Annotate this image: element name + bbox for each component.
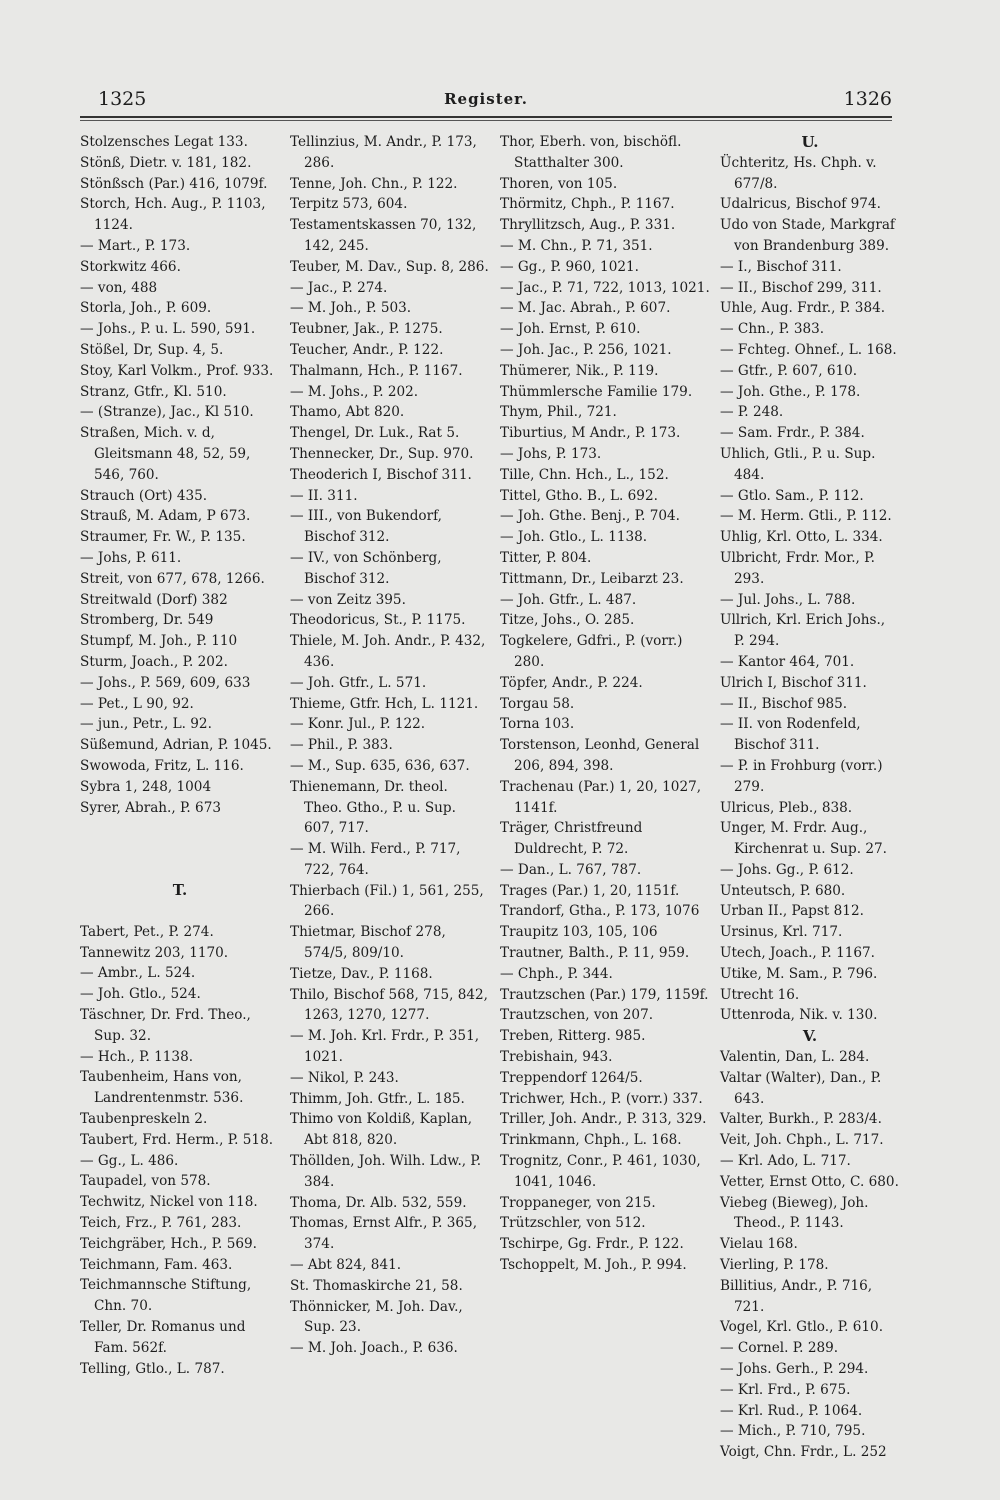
index-entry: Straßen, Mich. v. d, Gleitsmann 48, 52, 59, 546, 760. [80, 425, 251, 483]
index-entry: — M., Sup. 635, 636, 637. [290, 757, 470, 774]
index-entry: — Johs. Gg., P. 612. [720, 861, 854, 878]
index-entry: Stönßsch (Par.) 416, 1079f. [80, 175, 268, 192]
index-entry: — M. Johs., P. 202. [290, 383, 419, 400]
index-entry: Tschirpe, Gg. Frdr., P. 122. [500, 1236, 684, 1253]
index-entry: Streitwald (Dorf) 382 [80, 591, 228, 608]
index-entry: Taubenpreskeln 2. [80, 1111, 208, 1128]
index-entry: — Krl. Rud., P. 1064. [720, 1402, 863, 1419]
index-entry: St. Thomaskirche 21, 58. [290, 1277, 463, 1294]
index-entry: Thoren, von 105. [500, 175, 618, 192]
index-entry: Ulricus, Pleb., 838. [720, 799, 853, 816]
index-entry: — Gg., P. 960, 1021. [500, 258, 639, 275]
index-entry: Uhlich, Gtli., P. u. Sup. 484. [720, 445, 876, 483]
spacer [80, 818, 280, 880]
index-entry: Strauch (Ort) 435. [80, 487, 208, 504]
index-entry: — jun., Petr., L. 92. [80, 716, 212, 733]
index-entry: — II., Bischof 299, 311. [720, 279, 882, 296]
index-entry: — Jul. Johs., L. 788. [720, 591, 856, 608]
index-entry: Vielau 168. [720, 1236, 798, 1253]
index-entry: Traupitz 103, 105, 106 [500, 924, 658, 941]
index-entry: Torna 103. [500, 716, 575, 733]
index-entry: Stößel, Dr, Sup. 4, 5. [80, 341, 224, 358]
index-entry: Tittmann, Dr., Leibarzt 23. [500, 570, 684, 587]
index-entry: — M. Jac. Abrah., P. 607. [500, 300, 671, 317]
index-entry: — Jac., P. 274. [290, 279, 388, 296]
index-entry: Thennecker, Dr., Sup. 970. [290, 445, 474, 462]
index-entry: Vogel, Krl. Gtlo., P. 610. [720, 1319, 884, 1336]
index-entry: Thienemann, Dr. theol. Theo. Gtho., P. u. Sup. 607, 717. [290, 778, 456, 837]
index-entry: — Sam. Frdr., P. 384. [720, 425, 865, 442]
index-entry: Thamo, Abt 820. [290, 404, 405, 421]
index-entry: Utike, M. Sam., P. 796. [720, 965, 878, 982]
index-entry: — P. 248. [720, 404, 784, 421]
index-entry: Tittel, Gtho. B., L. 692. [500, 487, 658, 504]
index-entry: Voigt, Chn. Frdr., L. 252 [720, 1444, 887, 1461]
index-entry: Tellinzius, M. Andr., P. 173, 286. [290, 134, 477, 171]
index-entry: Thalmann, Hch., P. 1167. [290, 362, 463, 379]
index-entry: Telling, Gtlo., L. 787. [80, 1360, 225, 1377]
index-entry: Stönß, Dietr. v. 181, 182. [80, 154, 252, 171]
index-entry: Titze, Johs., O. 285. [500, 612, 635, 629]
index-entry: Sybra 1, 248, 1004 [80, 778, 212, 795]
index-entry: Thöllden, Joh. Wilh. Ldw., P. 384. [290, 1153, 482, 1190]
index-entry: Tschoppelt, M. Joh., P. 994. [500, 1257, 687, 1274]
index-entry: — Gtfr., P. 607, 610. [720, 362, 858, 379]
index-entry: Täschner, Dr. Frd. Theo., Sup. 32. [80, 1007, 251, 1044]
section-letter: V. [802, 1027, 818, 1046]
index-entry: Ursinus, Krl. 717. [720, 924, 843, 941]
index-entry: — M. Wilh. Ferd., P. 717, 722, 764. [290, 841, 461, 878]
index-entry: Teubner, Jak., P. 1275. [290, 321, 443, 338]
index-entry: Tabert, Pet., P. 274. [80, 923, 214, 940]
index-entry: Trinkmann, Chph., L. 168. [500, 1132, 682, 1149]
index-entry: — I., Bischof 311. [720, 258, 842, 275]
index-entry: Teller, Dr. Romanus und Fam. 562f. [80, 1319, 246, 1356]
index-entry: — P. in Frohburg (vorr.) 279. [720, 757, 883, 795]
index-entry: — Ambr., L. 524. [80, 965, 196, 982]
index-entry: Teich, Frz., P. 761, 283. [80, 1215, 242, 1232]
index-entry: Träger, Christfreund Duldrecht, P. 72. [500, 820, 643, 858]
index-entry: Thimm, Joh. Gtfr., L. 185. [290, 1090, 465, 1107]
index-entry: Teucher, Andr., P. 122. [290, 341, 444, 358]
index-entry: — Joh. Gtlo., 524. [80, 986, 201, 1003]
index-entry: — Chn., P. 383. [720, 321, 825, 338]
page-number-left: 1325 [98, 88, 147, 110]
index-entry: Taubenheim, Hans von, Landrentenmstr. 536. [80, 1069, 244, 1107]
index-entry: — Jac., P. 71, 722, 1013, 1021. [500, 279, 710, 296]
index-entry: Udalricus, Bischof 974. [720, 196, 881, 213]
index-entry: Storch, Hch. Aug., P. 1103, 1124. [80, 196, 266, 234]
index-entry: Thryllitzsch, Aug., P. 331. [500, 217, 676, 234]
index-column-1 [80, 132, 280, 1379]
index-entry: Uttenroda, Nik. v. 130. [720, 1007, 878, 1024]
index-entry: Testamentskassen 70, 132, 142, 245. [290, 217, 477, 254]
index-entry: — Pet., L 90, 92. [80, 695, 194, 712]
index-entry: — Johs, P. 611. [80, 549, 182, 566]
index-entry: — Johs, P. 173. [500, 445, 602, 462]
index-entry: Trandorf, Gtha., P. 173, 1076 [500, 903, 700, 920]
index-entry: Ulrich I, Bischof 311. [720, 674, 867, 691]
index-entry: — Joh. Jac., P. 256, 1021. [500, 341, 672, 358]
index-entry: Thierbach (Fil.) 1, 561, 255, 266. [290, 882, 484, 920]
index-entry: — III., von Bukendorf, Bischof 312. [290, 508, 442, 546]
spacer [80, 901, 280, 922]
index-entry: Teichmann, Fam. 463. [80, 1256, 233, 1273]
index-entry: Straumer, Fr. W., P. 135. [80, 529, 246, 546]
index-entry: Thilo, Bischof 568, 715, 842, 1263, 1270, 1277. [290, 986, 489, 1024]
index-entry: Uhle, Aug. Frdr., P. 384. [720, 300, 886, 317]
running-title: Register. [444, 90, 528, 108]
index-entry: Strauß, M. Adam, P 673. [80, 508, 251, 525]
index-column-2 [290, 132, 490, 1359]
index-entry: Valentin, Dan, L. 284. [720, 1049, 870, 1066]
index-column-4 [720, 132, 900, 1463]
index-entry: Thieme, Gtfr. Hch, L. 1121. [290, 695, 479, 712]
index-entry: Stolzensches Legat 133. [80, 134, 248, 150]
index-entry: — Kantor 464, 701. [720, 653, 855, 670]
index-entry: Titter, P. 804. [500, 549, 592, 566]
index-entry: — Joh. Gtfr., L. 487. [500, 591, 637, 608]
index-entry: — II., Bischof 985. [720, 695, 848, 712]
index-entry: Viebeg (Bieweg), Joh. Theod., P. 1143. [720, 1194, 869, 1232]
index-entry: — Mart., P. 173. [80, 237, 191, 254]
index-entry: — Nikol, P. 243. [290, 1069, 399, 1086]
index-entry: — Phil., P. 383. [290, 737, 393, 754]
index-entry: — Fchteg. Ohnef., L. 168. [720, 341, 897, 358]
index-entry: Treben, Ritterg. 985. [500, 1028, 646, 1045]
index-entry: — Krl. Frd., P. 675. [720, 1381, 851, 1398]
index-entry: — Johs., P. u. L. 590, 591. [80, 321, 256, 338]
index-entry: — Joh. Gthe., P. 178. [720, 383, 861, 400]
index-entry: — Abt 824, 841. [290, 1257, 402, 1274]
index-entry: — Krl. Ado, L. 717. [720, 1153, 851, 1170]
index-entry: Vierling, P. 178. [720, 1257, 829, 1274]
index-entry: — Chph., P. 344. [500, 965, 613, 982]
index-entry: — M. Herm. Gtli., P. 112. [720, 508, 892, 525]
index-entry: Tannewitz 203, 1170. [80, 944, 229, 961]
index-entry: Trützschler, von 512. [500, 1215, 646, 1232]
index-entry: Thym, Phil., 721. [500, 404, 617, 421]
index-entry: Thümerer, Nik., P. 119. [500, 362, 659, 379]
index-entry: — Joh. Ernst, P. 610. [500, 321, 641, 338]
index-entry: Thümmlersche Familie 179. [500, 383, 693, 400]
header-rule-thin [80, 120, 892, 121]
index-entry: Syrer, Abrah., P. 673 [80, 799, 222, 816]
index-entry: Stumpf, M. Joh., P. 110 [80, 633, 238, 650]
index-entry: Thomas, Ernst Alfr., P. 365, 374. [290, 1215, 478, 1253]
index-entry: Stranz, Gtfr., Kl. 510. [80, 383, 227, 400]
index-entry: Ulbricht, Frdr. Mor., P. 293. [720, 549, 875, 587]
index-entry: Torstenson, Leonhd, General 206, 894, 398. [500, 737, 700, 774]
index-entry: Unger, M. Frdr. Aug., Kirchenrat u. Sup. 27. [720, 820, 887, 858]
index-entry: Teichgräber, Hch., P. 569. [80, 1235, 257, 1252]
index-entry: Tille, Chn. Hch., L., 152. [500, 466, 669, 483]
index-entry: Thiele, M. Joh. Andr., P. 432, 436. [290, 633, 486, 670]
index-entry: Taubert, Frd. Herm., P. 518. [80, 1131, 274, 1148]
index-entry: Töpfer, Andr., P. 224. [500, 674, 643, 691]
index-entry: — Johs., P. 569, 609, 633 [80, 674, 251, 691]
index-column-3 [500, 132, 710, 1276]
index-entry: — Joh. Gtfr., L. 571. [290, 674, 427, 691]
section-letter: U. [801, 133, 819, 151]
index-entry: Sturm, Joach., P. 202. [80, 653, 228, 670]
index-entry: Triller, Joh. Andr., P. 313, 329. [500, 1111, 707, 1128]
index-entry: Theodoricus, St., P. 1175. [290, 612, 466, 629]
index-entry: Trautzschen (Par.) 179, 1159f. [500, 986, 709, 1003]
index-entry: Storla, Joh., P. 609. [80, 300, 212, 317]
index-entry: — Joh. Gthe. Benj., P. 704. [500, 508, 680, 525]
index-entry: Thimo von Koldiß, Kaplan, Abt 818, 820. [290, 1111, 473, 1149]
index-entry: — Joh. Gtlo., L. 1138. [500, 529, 648, 546]
index-entry: Theoderich I, Bischof 311. [290, 466, 472, 483]
index-entry: Trages (Par.) 1, 20, 1151f. [500, 882, 680, 899]
index-entry: — IV., von Schönberg, Bischof 312. [290, 549, 442, 587]
index-entry: — M. Joh. Krl. Frdr., P. 351, 1021. [290, 1028, 480, 1066]
header-rule [80, 116, 892, 118]
index-entry: Teichmannsche Stiftung, Chn. 70. [80, 1277, 252, 1315]
index-entry: — M. Joh., P. 503. [290, 300, 412, 317]
index-entry: — von, 488 [80, 279, 158, 296]
index-entry: Valter, Burkh., P. 283/4. [720, 1111, 882, 1128]
index-entry: — Hch., P. 1138. [80, 1048, 194, 1065]
index-entry: — Johs. Gerh., P. 294. [720, 1361, 869, 1378]
index-entry: Storkwitz 466. [80, 258, 181, 275]
index-entry: Thor, Eberh. von, bischöfl. Statthalter 300. [500, 134, 682, 171]
index-entry: — M. Joh. Joach., P. 636. [290, 1340, 458, 1357]
index-entry: — Gtlo. Sam., P. 112. [720, 487, 864, 504]
index-entry: — Konr. Jul., P. 122. [290, 716, 426, 733]
index-entry: Trautner, Balth., P. 11, 959. [500, 945, 690, 962]
index-entry: — II. 311. [290, 487, 358, 504]
index-entry: Trautzschen, von 207. [500, 1007, 654, 1024]
index-entry: Stoy, Karl Volkm., Prof. 933. [80, 362, 274, 379]
index-entry: Terpitz 573, 604. [290, 196, 408, 213]
index-entry: Valtar (Walter), Dan., P. 643. [720, 1069, 882, 1107]
index-entry: Teuber, M. Dav., Sup. 8, 286. [290, 258, 489, 275]
index-entry: Üchteritz, Hs. Chph. v. 677/8. [720, 154, 877, 192]
index-entry: Thietmar, Bischof 278, 574/5, 809/10. [290, 924, 446, 962]
page-number-right: 1326 [843, 88, 892, 110]
index-entry: Ullrich, Krl. Erich Johs., P. 294. [720, 612, 886, 650]
index-entry: Trachenau (Par.) 1, 20, 1027, 1141f. [500, 778, 702, 816]
index-entry: Unteutsch, P. 680. [720, 882, 846, 899]
index-entry: Swowoda, Fritz, L. 116. [80, 757, 244, 774]
index-entry: Utrecht 16. [720, 986, 800, 1003]
index-entry: Uhlig, Krl. Otto, L. 334. [720, 529, 883, 546]
index-entry: Trebishain, 943. [500, 1049, 613, 1066]
index-entry: Streit, von 677, 678, 1266. [80, 570, 265, 587]
index-entry: Thörmitz, Chph., P. 1167. [500, 196, 675, 213]
index-entry: Tietze, Dav., P. 1168. [290, 965, 433, 982]
index-entry: Treppendorf 1264/5. [500, 1069, 643, 1086]
index-entry: Tenne, Joh. Chn., P. 122. [290, 175, 458, 192]
index-entry: — Dan., L. 767, 787. [500, 861, 642, 878]
index-entry: — Mich., P. 710, 795. [720, 1423, 866, 1440]
index-entry: Trognitz, Conr., P. 461, 1030, 1041, 1046. [500, 1153, 701, 1190]
index-entry: Tiburtius, M Andr., P. 173. [500, 425, 681, 442]
index-entry: Süßemund, Adrian, P. 1045. [80, 737, 272, 754]
index-entry: Thengel, Dr. Luk., Rat 5. [290, 425, 460, 442]
index-entry: — II. von Rodenfeld, Bischof 311. [720, 716, 861, 754]
index-entry: — M. Chn., P. 71, 351. [500, 237, 653, 254]
index-entry: Thönnicker, M. Joh. Dav., Sup. 23. [290, 1298, 463, 1336]
index-entry: — Cornel. P. 289. [720, 1340, 839, 1357]
index-entry: — Gg., L. 486. [80, 1152, 179, 1169]
index-entry: Taupadel, von 578. [80, 1173, 211, 1190]
index-entry: Torgau 58. [500, 695, 575, 712]
index-entry: Techwitz, Nickel von 118. [80, 1194, 258, 1211]
section-letter: T. [172, 881, 188, 900]
index-entry: Veit, Joh. Chph., L. 717. [720, 1132, 884, 1149]
index-entry: — von Zeitz 395. [290, 591, 406, 608]
index-entry: Troppaneger, von 215. [500, 1194, 656, 1211]
index-entry: Vetter, Ernst Otto, C. 680. [720, 1173, 899, 1190]
index-entry: Billitius, Andr., P. 716, 721. [720, 1277, 873, 1315]
page-header [80, 88, 892, 118]
index-entry: Urban II., Papst 812. [720, 903, 864, 920]
index-entry: Thoma, Dr. Alb. 532, 559. [290, 1194, 467, 1211]
index-entry: Stromberg, Dr. 549 [80, 612, 214, 629]
index-entry: Udo von Stade, Markgraf von Brandenburg 389. [720, 217, 895, 254]
index-entry: Togkelere, Gdfri., P. (vorr.) 280. [500, 633, 683, 670]
index-entry: Trichwer, Hch., P. (vorr.) 337. [500, 1090, 703, 1107]
index-entry: — (Stranze), Jac., Kl 510. [80, 404, 254, 421]
index-entry: Utech, Joach., P. 1167. [720, 945, 875, 962]
